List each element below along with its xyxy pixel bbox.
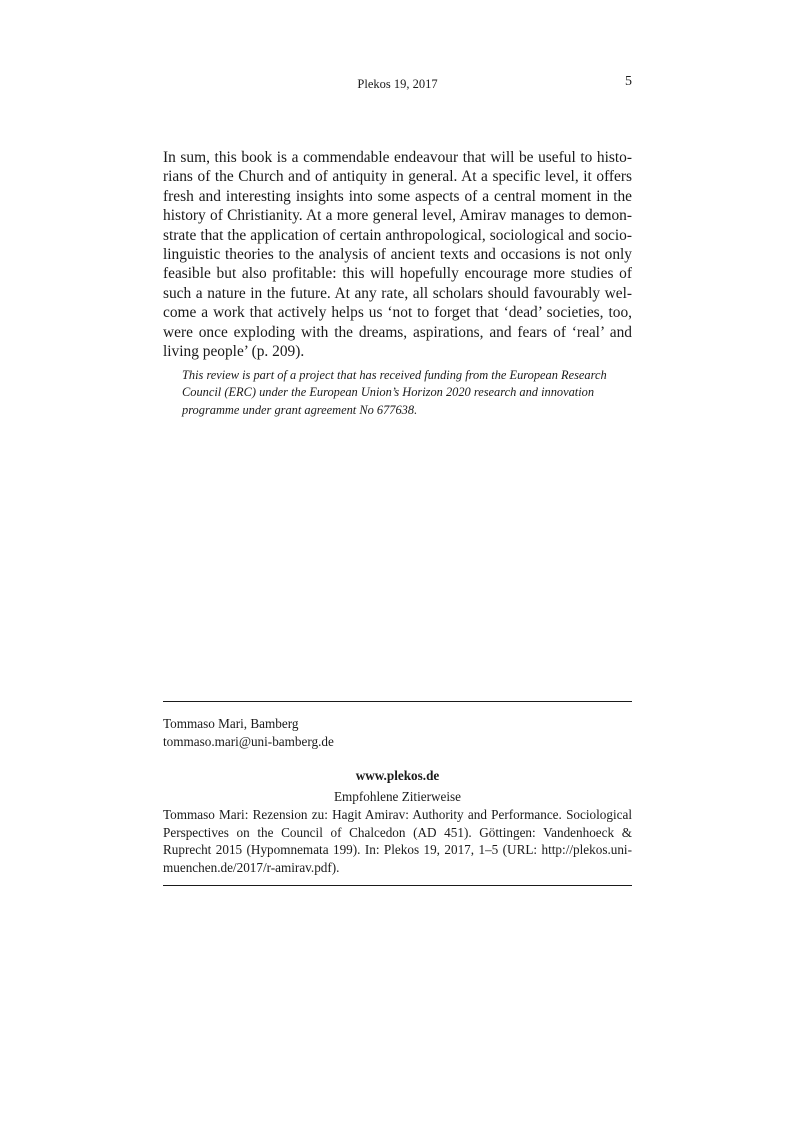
footer-divider-top: [163, 701, 632, 702]
author-email: tommaso.mari@uni-bamberg.de: [163, 734, 334, 750]
footer-divider-bottom: [163, 885, 632, 886]
running-head: Plekos 19, 2017: [357, 77, 438, 91]
author-block: [163, 715, 632, 751]
page-number: 5: [625, 74, 632, 89]
citation-text: Tommaso Mari: Rezension zu: Hagit Amirav: Authority and Performance. Sociological Perspectives on the Council of Chalcedon (AD 451). Göttingen: Vandenhoeck & Ruprecht 2015 (Hypomnemata 199). In: Plekos 19, 2017, 1–5 (URL: http://plekos.uni-muenchen.de/2017/r-amirav.pdf).: [163, 807, 632, 875]
funding-note: This review is part of a project that has received funding from the European Research Council (ERC) under the European Union’s Horizon 2020 research and innovation programme under grant agreement No 677638.: [182, 368, 607, 417]
website-link[interactable]: www.plekos.de: [355, 768, 440, 783]
author-name-affiliation: Tommaso Mari, Bamberg: [163, 716, 299, 731]
review-conclusion-paragraph: In sum, this book is a commendable endeavour that will be useful to historians of the Church and of antiquity in general. At a specific level, it offers fresh and interesting insights into some aspects of a central moment in the history of Christianity. At a more general level, Amirav manages to demonstrate that the application of certain anthropological, sociological and sociolinguistic theories to the analysis of ancient texts and occasions is not only feasible but also profitable: this will hopefully encourage more studies of such a nature in the future. At any rate, all scholars should favourably welcome a work that actively helps us ‘not to forget that ‘dead’ societies, too, were once exploding with the dreams, aspirations, and fears of ‘real’ and living people’ (p. 209).: [163, 149, 632, 361]
citation-heading: Empfohlene Zitierweise: [333, 789, 462, 804]
